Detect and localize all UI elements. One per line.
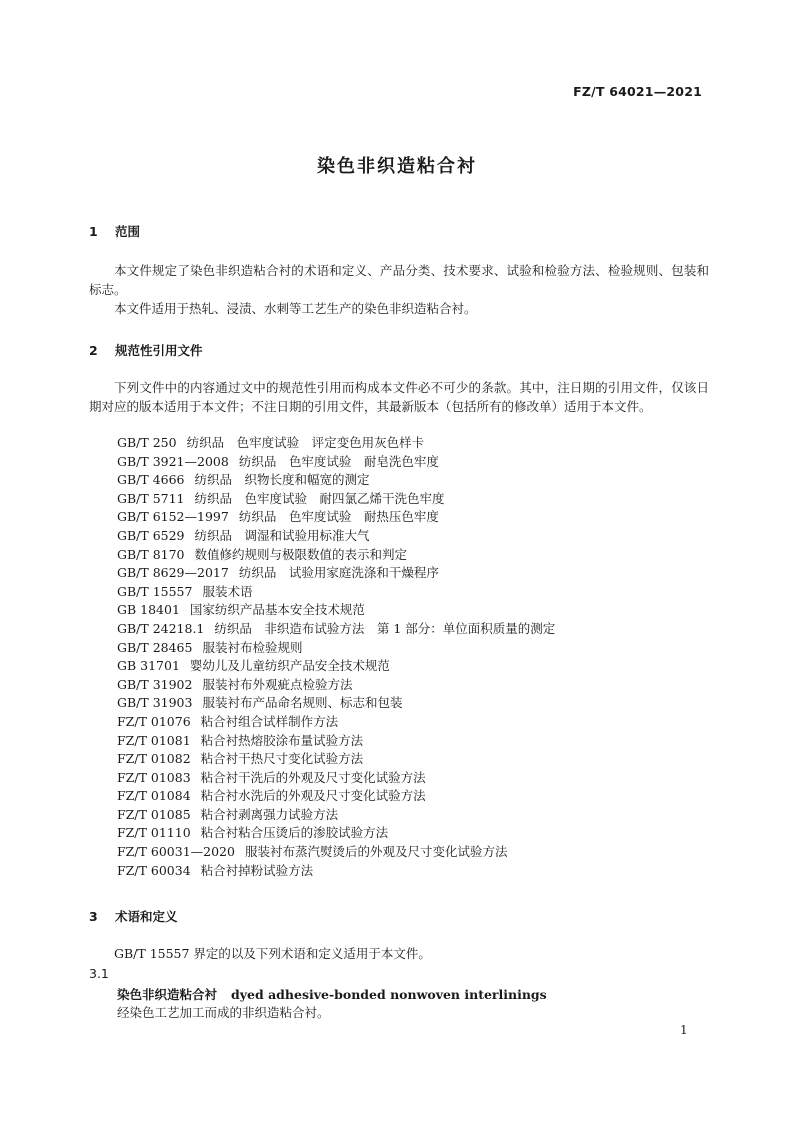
reference-title: 粘合衬干热尺寸变化试验方法 bbox=[200, 751, 364, 767]
reference-item bbox=[117, 471, 555, 490]
scope-paragraph-1: 本文件规定了染色非织造粘合衬的术语和定义、产品分类、技术要求、试验和检验方法、检验规则、包装和标志。 bbox=[89, 263, 709, 297]
reference-item bbox=[117, 546, 555, 565]
terms-intro: GB/T 15557 界定的以及下列术语和定义适用于本文件。 bbox=[114, 946, 431, 961]
reference-code: GB/T 28465 bbox=[117, 639, 193, 655]
reference-item bbox=[117, 583, 555, 602]
reference-title: 粘合衬水洗后的外观及尺寸变化试验方法 bbox=[200, 788, 426, 804]
reference-code: FZ/T 01110 bbox=[117, 825, 191, 841]
reference-item bbox=[117, 527, 555, 546]
reference-item bbox=[117, 787, 555, 806]
reference-title: 婴幼儿及儿童纺织产品安全技术规范 bbox=[189, 658, 390, 674]
standard-code: FZ/T 64021—2021 bbox=[573, 84, 702, 99]
scope-paragraph-2: 本文件适用于热轧、浸渍、水刺等工艺生产的染色非织造粘合衬。 bbox=[114, 301, 477, 316]
section-number: 2 bbox=[89, 343, 98, 358]
reference-code: GB/T 8170 bbox=[117, 546, 185, 562]
reference-title: 纺织品 色牢度试验 评定变色用灰色样卡 bbox=[186, 435, 425, 450]
reference-code: FZ/T 01085 bbox=[117, 806, 191, 822]
reference-title: 粘合衬掉粉试验方法 bbox=[200, 862, 314, 878]
reference-title: 粘合衬热熔胶涂布量试验方法 bbox=[200, 732, 364, 748]
reference-code: FZ/T 01076 bbox=[117, 713, 191, 729]
reference-item bbox=[117, 732, 555, 751]
reference-code: GB/T 4666 bbox=[117, 472, 185, 488]
reference-code: FZ/T 01081 bbox=[117, 732, 191, 748]
section-title: 规范性引用文件 bbox=[115, 343, 203, 358]
reference-code: GB/T 31902 bbox=[117, 676, 193, 692]
document-title: 染色非织造粘合衬 bbox=[317, 156, 477, 177]
reference-item bbox=[117, 750, 555, 769]
term-entry bbox=[117, 985, 547, 1003]
section-3-heading bbox=[89, 907, 178, 925]
reference-title: 粘合衬剥离强力试验方法 bbox=[200, 806, 339, 822]
reference-code: GB/T 31903 bbox=[117, 695, 193, 711]
reference-code: GB/T 15557 bbox=[117, 583, 193, 599]
reference-item bbox=[117, 806, 555, 825]
reference-list bbox=[117, 434, 555, 880]
reference-title: 服装术语 bbox=[202, 583, 253, 599]
reference-title: 粘合衬粘合压烫后的渗胶试验方法 bbox=[200, 825, 389, 841]
reference-item bbox=[117, 490, 555, 509]
reference-code: GB/T 6152—1997 bbox=[117, 509, 229, 525]
reference-code: GB/T 250 bbox=[117, 435, 177, 450]
reference-title: 数值修约规则与极限数值的表示和判定 bbox=[194, 546, 408, 562]
section-number: 3 bbox=[89, 909, 98, 924]
page-number: 1 bbox=[680, 1023, 688, 1037]
reference-title: 服装衬布产品命名规则、标志和包装 bbox=[202, 695, 403, 711]
reference-title: 粘合衬干洗后的外观及尺寸变化试验方法 bbox=[200, 769, 426, 785]
reference-item bbox=[117, 601, 555, 620]
reference-code: GB/T 6529 bbox=[117, 527, 185, 543]
reference-item bbox=[117, 676, 555, 695]
reference-title: 纺织品 色牢度试验 耐四氯乙烯干洗色牢度 bbox=[194, 490, 445, 506]
section-2-heading bbox=[89, 341, 203, 359]
reference-item bbox=[117, 824, 555, 843]
reference-item bbox=[117, 620, 555, 639]
reference-title: 纺织品 非织造布试验方法 第 1 部分：单位面积质量的测定 bbox=[214, 620, 556, 636]
reference-title: 纺织品 色牢度试验 耐皂洗色牢度 bbox=[238, 453, 439, 469]
reference-code: GB 31701 bbox=[117, 658, 180, 674]
term-number: 3.1 bbox=[89, 966, 109, 981]
reference-title: 服装衬布蒸汽熨烫后的外观及尺寸变化试验方法 bbox=[244, 844, 508, 860]
reference-code: GB/T 5711 bbox=[117, 490, 185, 506]
term-definition: 经染色工艺加工而成的非织造粘合衬。 bbox=[117, 1005, 330, 1020]
term-chinese: 染色非织造粘合衬 bbox=[117, 987, 218, 1002]
reference-code: FZ/T 01084 bbox=[117, 788, 191, 804]
reference-item bbox=[117, 639, 555, 658]
reference-item bbox=[117, 508, 555, 527]
reference-title: 服装衬布外观疵点检验方法 bbox=[202, 676, 353, 692]
reference-code: FZ/T 60034 bbox=[117, 862, 191, 878]
reference-item bbox=[117, 657, 555, 676]
normative-refs-intro: 下列文件中的内容通过文中的规范性引用而构成本文件必不可少的条款。其中，注日期的引用文件，仅该日期对应的版本适用于本文件；不注日期的引用文件，其最新版本（包括所有的修改单）适用于本文件。 bbox=[89, 380, 709, 414]
reference-item bbox=[117, 862, 555, 881]
reference-title: 纺织品 织物长度和幅宽的测定 bbox=[194, 472, 370, 488]
section-title: 术语和定义 bbox=[115, 909, 178, 924]
reference-item bbox=[117, 843, 555, 862]
reference-code: GB 18401 bbox=[117, 602, 180, 618]
reference-title: 国家纺织产品基本安全技术规范 bbox=[189, 602, 365, 618]
reference-code: GB/T 8629—2017 bbox=[117, 565, 229, 581]
reference-item bbox=[117, 769, 555, 788]
reference-code: FZ/T 60031—2020 bbox=[117, 844, 235, 860]
reference-title: 纺织品 色牢度试验 耐热压色牢度 bbox=[238, 509, 439, 525]
reference-code: GB/T 3921—2008 bbox=[117, 453, 229, 469]
reference-code: GB/T 24218.1 bbox=[117, 620, 205, 636]
section-number: 1 bbox=[89, 224, 98, 239]
reference-title: 服装衬布检验规则 bbox=[202, 639, 303, 655]
reference-code: FZ/T 01082 bbox=[117, 751, 191, 767]
reference-item bbox=[117, 564, 555, 583]
reference-item bbox=[117, 434, 555, 453]
section-title: 范围 bbox=[115, 224, 141, 239]
reference-code: FZ/T 01083 bbox=[117, 769, 191, 785]
section-1-heading bbox=[89, 222, 140, 240]
reference-item bbox=[117, 713, 555, 732]
reference-item bbox=[117, 453, 555, 472]
reference-title: 粘合衬组合试样制作方法 bbox=[200, 713, 339, 729]
reference-item bbox=[117, 694, 555, 713]
reference-title: 纺织品 试验用家庭洗涤和干燥程序 bbox=[238, 565, 439, 581]
reference-title: 纺织品 调湿和试验用标准大气 bbox=[194, 527, 370, 543]
term-english: dyed adhesive-bonded nonwoven interlinings bbox=[231, 987, 547, 1002]
